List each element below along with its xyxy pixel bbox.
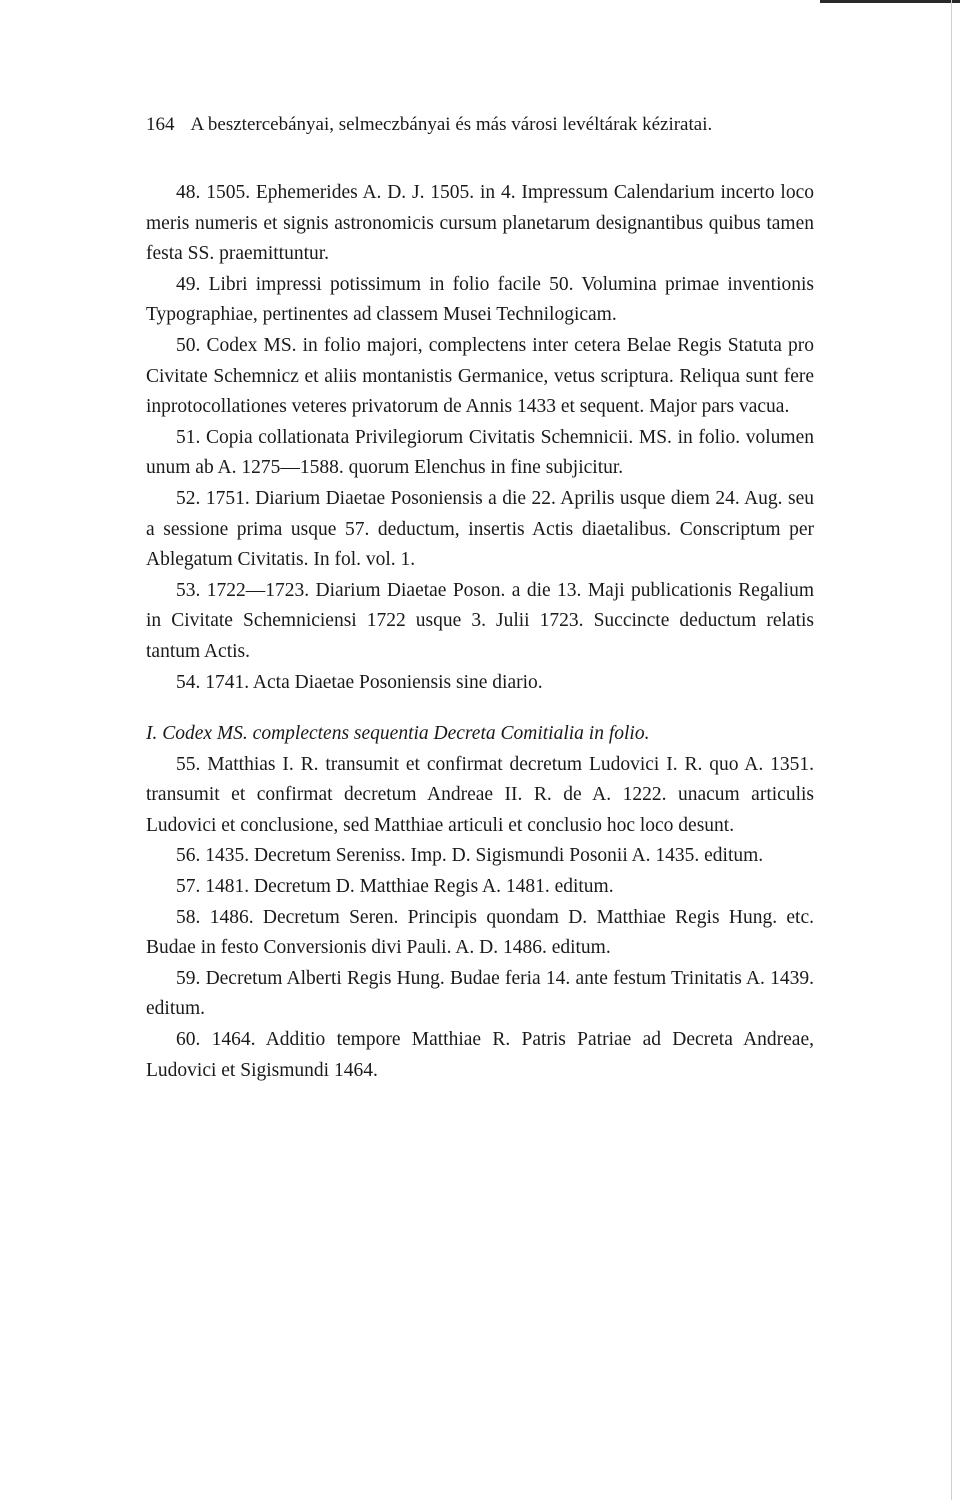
catalog-entry-56: 56. 1435. Decretum Sereniss. Imp. D. Sigismundi Posonii A. 1435. editum. <box>176 845 764 867</box>
page-right-edge-line <box>951 0 952 1500</box>
catalog-entry-48: 48. 1505. Ephemerides A. D. J. 1505. in 4. Impressum Calendarium incerto loco meris numeris et signis astronomicis cursum planetarum designantibus quibus tamen festa SS. praemittuntur. <box>146 182 814 265</box>
running-header <box>146 110 814 140</box>
document-page <box>146 110 814 1086</box>
catalog-entry-49: 49. Libri impressi potissimum in folio facile 50. Volumina primae inventionis Typographiae, pertinentes ad classem Musei Technilogicam. <box>146 273 814 326</box>
catalog-entry-50: 50. Codex MS. in folio majori, complectens inter cetera Belae Regis Statuta pro Civitate Schemnicz et aliis montanistis Germanice, vetus scriptura. Reliqua sunt fere inprotocollationes veteres privatorum de Annis 1433 et sequent. Major pars vacua. <box>146 334 814 418</box>
catalog-entry-52: 52. 1751. Diarium Diaetae Posoniensis a die 22. Aprilis usque diem 24. Aug. seu a sessione prima usque 57. deductum, insertis Actis diaetalibus. Conscriptum per Ablegatum Civitatis. In fol. vol. 1. <box>146 487 814 571</box>
page-number: 164 <box>146 114 175 135</box>
catalog-entry-54: 54. 1741. Acta Diaetae Posoniensis sine diario. <box>176 671 543 693</box>
running-title: A besztercebányai, selmeczbányai és más városi levéltárak kéziratai. <box>190 114 713 135</box>
page-top-edge-rule <box>820 0 960 3</box>
catalog-entry-57: 57. 1481. Decretum D. Matthiae Regis A. 1481. editum. <box>176 876 614 898</box>
section-heading: I. Codex MS. complectens sequentia Decreta Comitialia in folio. <box>146 723 650 745</box>
catalog-entry-51: 51. Copia collationata Privilegiorum Civitatis Schemnicii. MS. in folio. volumen unum ab A. 1275—1588. quorum Elenchus in fine subjicitur. <box>146 426 814 479</box>
catalog-entry-60: 60. 1464. Additio tempore Matthiae R. Patris Patriae ad Decreta Andreae, Ludovici et Sigismundi 1464. <box>146 1029 814 1081</box>
catalog-entry-59: 59. Decretum Alberti Regis Hung. Budae feria 14. ante festum Trinitatis A. 1439. editum. <box>146 967 814 1020</box>
catalog-entry-58: 58. 1486. Decretum Seren. Principis quondam D. Matthiae Regis Hung. etc. Budae in festo Conversionis divi Pauli. A. D. 1486. editum. <box>146 906 814 959</box>
catalog-entry-55: 55. Matthias I. R. transumit et confirmat decretum Ludovici I. R. quo A. 1351. transumit et confirmat decretum Andreae II. R. de A. 1222. unacum articulis Ludovici et conclusione, sed Matthiae articuli et conclusio hoc loco desunt. <box>146 753 814 836</box>
catalog-entry-53: 53. 1722—1723. Diarium Diaetae Poson. a die 13. Maji publicationis Regalium in Civitate Schemniciensi 1722 usque 3. Julii 1723. Succincte deductum relatis tantum Actis. <box>146 579 814 662</box>
